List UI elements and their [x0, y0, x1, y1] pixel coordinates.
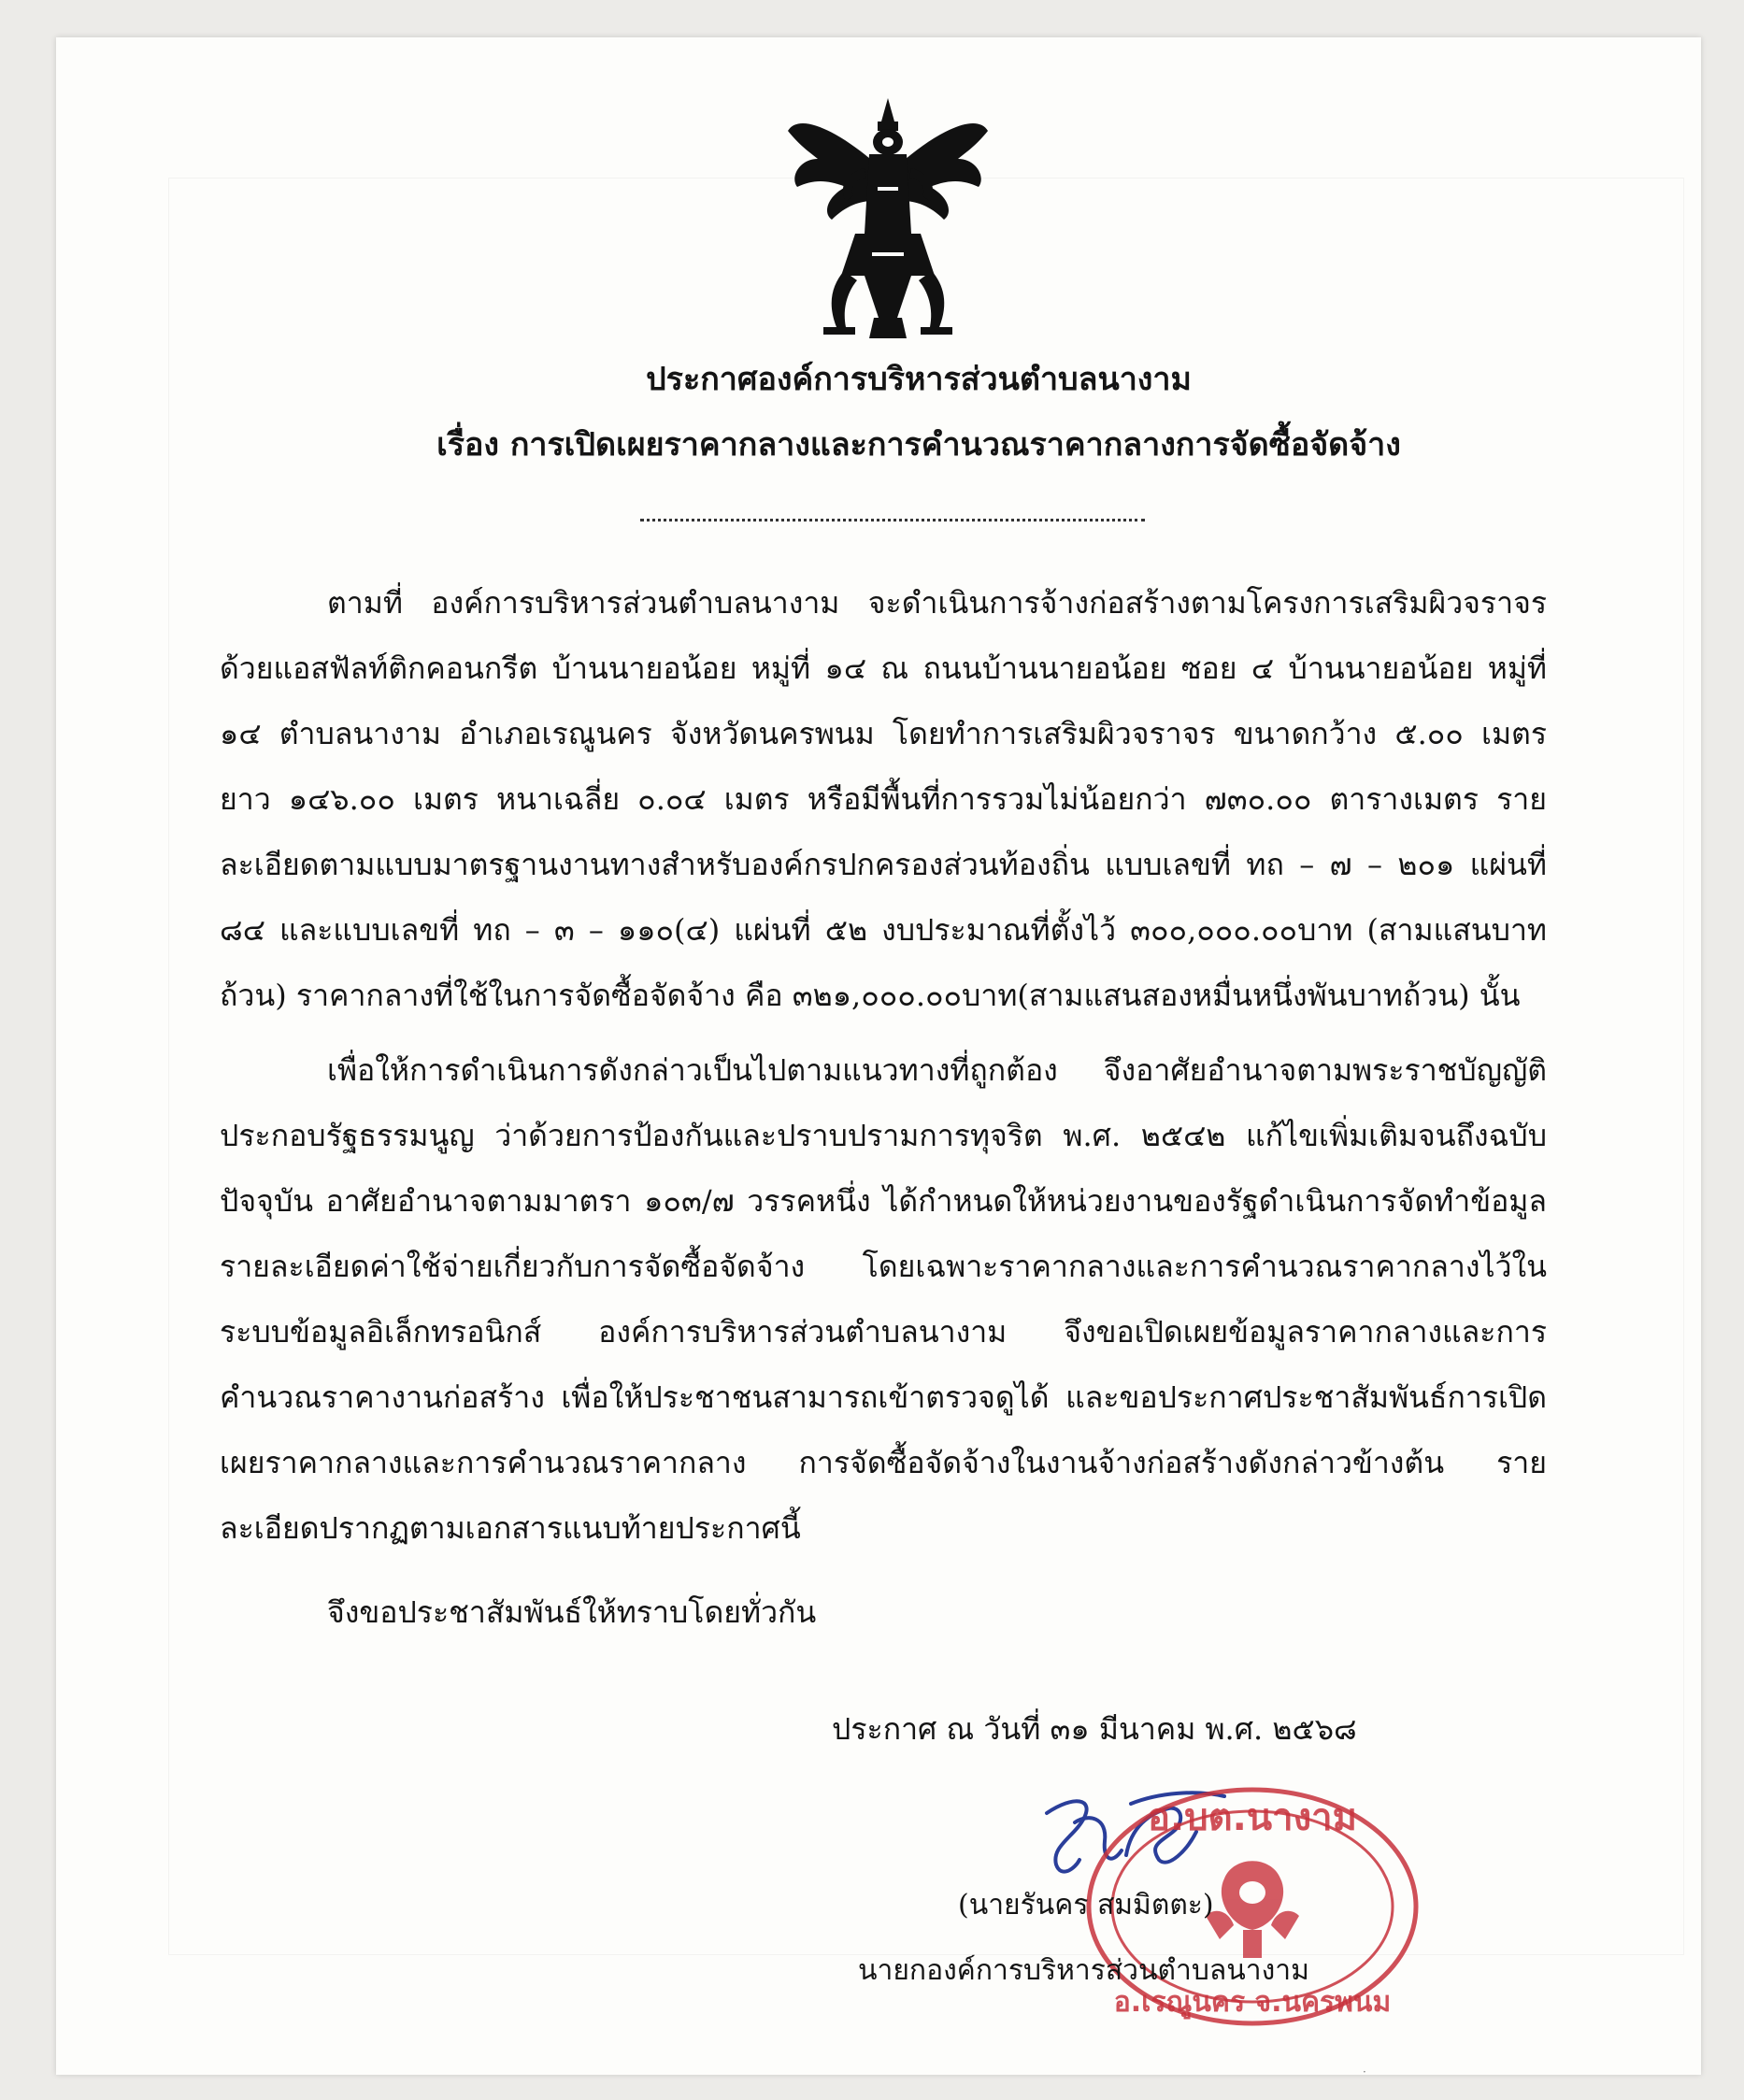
body-paragraph-3: จึงขอประชาสัมพันธ์ให้ทราบโดยทั่วกัน [327, 1594, 817, 1630]
announcement-date: ประกาศ ณ วันที่ ๓๑ มีนาคม พ.ศ. ๒๕๖๘ [832, 1711, 1357, 1747]
signer-position: นายกองค์การบริหารส่วนตำบลนางาม [858, 1954, 1309, 1987]
signer-name: (นายรันคร สมมิตตะ) [958, 1889, 1214, 1921]
garuda-emblem-icon [780, 93, 995, 346]
announcement-title: ประกาศองค์การบริหารส่วนตำบลนางาม [646, 361, 1192, 398]
body-paragraph-1: ตามที่ องค์การบริหารส่วนตำบลนางาม จะดำเนินการจ้างก่อสร้างตามโครงการเสริมผิวจราจรด้วยแอสฟัลท์ติกคอนกรีต บ้านนายอน้อย หมู่ที่ ๑๔ ณ ถนนบ้านนายอน้อย ซอย ๔ บ้านนายอน้อย หมู่ที่ ๑๔ ตำบลนางาม อำเภอเรณูนคร จังหวัดนครพนม โดยทำการเสริมผิวจราจร ขนาดกว้าง ๕.๐๐ เมตร ยาว ๑๔๖.๐๐ เมตร หนาเฉลี่ย ๐.๐๔ เมตร หรือมีพื้นที่การรวมไม่น้อยกว่า ๗๓๐.๐๐ ตารางเมตร รายละเอียดตามแบบมาตรฐานงานทางสำหรับองค์กรปกครองส่วนท้องถิ่น แบบเลขที่ ทถ – ๗ – ๒๐๑ แผ่นที่ ๘๔ และแบบเลขที่ ทถ – ๓ – ๑๑๐(๔) แผ่นที่ ๕๒ งบประมาณที่ตั้งไว้ ๓๐๐,๐๐๐.๐๐บาท (สามแสนบาทถ้วน) ราคากลางที่ใช้ในการจัดซื้อจัดจ้าง คือ ๓๒๑,๐๐๐.๐๐บาท(สามแสนสองหมื่นหนึ่งพันบาทถ้วน) นั้น [220, 585, 1548, 1013]
body-paragraph-2: เพื่อให้การดำเนินการดังกล่าวเป็นไปตามแนวทางที่ถูกต้อง จึงอาศัยอำนาจตามพระราชบัญญัติประกอบรัฐธรรมนูญ ว่าด้วยการป้องกันและปราบปรามการทุจริต พ.ศ. ๒๕๔๒ แก้ไขเพิ่มเติมจนถึงฉบับปัจจุบัน อาศัยอำนาจตามมาตรา ๑๐๓/๗ วรรคหนึ่ง ได้กำหนดให้หน่วยงานของรัฐดำเนินการจัดทำข้อมูลรายละเอียดค่าใช้จ่ายเกี่ยวกับการจัดซื้อจัดจ้าง โดยเฉพาะราคากลางและการคำนวณราคากลางไว้ในระบบข้อมูลอิเล็กทรอนิกส์ องค์การบริหารส่วนตำบลนางาม จึงขอเปิดเผยข้อมูลราคากลางและการคำนวณราคางานก่อสร้าง เพื่อให้ประชาชนสามารถเข้าตรวจดูได้ และขอประกาศประชาสัมพันธ์การเปิดเผยราคากลางและการคำนวณราคากลาง การจัดซื้อจัดจ้างในงานจ้างก่อสร้างดังกล่าวข้างต้น รายละเอียดปรากฏตามเอกสารแนบท้ายประกาศนี้ [220, 1052, 1547, 1546]
scan-speck: · [1363, 2065, 1366, 2079]
stamp-text-top: อ.บต.นางาม [1148, 1796, 1357, 1839]
announcement-subject: เรื่อง การเปิดเผยราคากลางและการคำนวณราคากลางการจัดซื้อจัดจ้าง [436, 426, 1401, 464]
dotted-divider [640, 519, 1145, 521]
stamp-text-bottom: อ.เรณูนคร จ.นครพนม [1113, 1986, 1392, 2019]
